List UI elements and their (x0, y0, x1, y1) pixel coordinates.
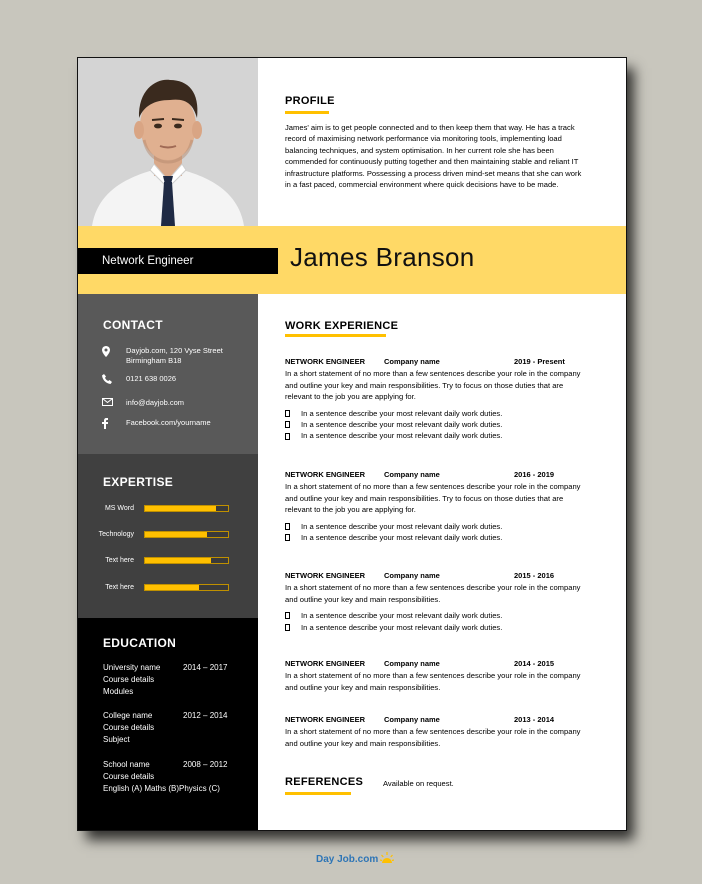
skill-label: Text here (105, 557, 134, 564)
skill-label: MS Word (104, 505, 134, 512)
duty-text: In a sentence describe your most relevant daily work duties. (301, 521, 503, 531)
bullet-icon (285, 421, 290, 428)
facebook-url: Facebook.com/yourname (126, 418, 211, 427)
job-summary: In a short statement of no more than a few sentences describe your role in the company and outline your key and main responsibilities. (285, 727, 581, 748)
phone-icon (102, 374, 126, 384)
bullet-icon (285, 433, 290, 440)
job-entry (285, 714, 585, 749)
company-name: Company name (384, 659, 440, 668)
duty-text: In a sentence describe your most relevant daily work duties. (301, 431, 503, 441)
skill-level-bar (144, 505, 229, 512)
contact-facebook (102, 418, 211, 429)
job-title-label: NETWORK ENGINEER (285, 659, 366, 668)
work-experience-underline (285, 334, 386, 337)
duty-text: In a sentence describe your most relevant daily work duties. (301, 408, 503, 418)
job-title: Network Engineer (78, 248, 278, 274)
cv-page (78, 58, 626, 830)
email-address: info@dayjob.com (126, 398, 185, 407)
skill-level-bar (144, 531, 229, 538)
profile-photo (78, 58, 258, 226)
education-detail: Modules (103, 687, 134, 696)
company-name: Company name (384, 357, 440, 366)
job-entry (285, 570, 585, 633)
work-experience-heading: WORK EXPERIENCE (285, 320, 399, 332)
education-heading: EDUCATION (103, 636, 177, 650)
skill-label: Technology (98, 531, 134, 538)
skill-level-fill (145, 558, 211, 563)
education-item (103, 759, 253, 795)
sun-icon (380, 852, 394, 867)
institution-name: College name (103, 711, 153, 720)
expertise-heading: EXPERTISE (103, 475, 174, 489)
job-dates: 2016 - 2019 (514, 470, 555, 479)
facebook-icon (102, 418, 126, 429)
education-section (78, 618, 258, 830)
institution-name: School name (103, 760, 150, 769)
contact-section (78, 294, 258, 454)
skill-level-bar (144, 584, 229, 591)
references-underline (285, 792, 351, 795)
course-details: Course details (103, 675, 155, 684)
duty-item (285, 622, 585, 633)
duty-item (285, 408, 585, 419)
skill-level-fill (145, 532, 207, 537)
skill-level-fill (145, 585, 199, 590)
bullet-icon (285, 612, 290, 619)
education-detail: English (A) Maths (B)Physics (C) (103, 784, 220, 793)
envelope-icon (102, 398, 126, 406)
job-title-label: NETWORK ENGINEER (285, 357, 366, 366)
job-dates: 2014 - 2015 (514, 659, 555, 668)
phone-number: 0121 638 0026 (126, 374, 177, 383)
references-heading: REFERENCES (285, 776, 364, 788)
job-title-label: NETWORK ENGINEER (285, 715, 366, 724)
bullet-icon (285, 624, 290, 631)
job-summary: In a short statement of no more than a few sentences describe your role in the company and outline your key and main responsibilities. Try to focus on those duties that are relevant to the job you are applying for. (285, 482, 581, 515)
skill-label: Text here (105, 584, 134, 591)
duty-text: In a sentence describe your most relevant daily work duties. (301, 533, 503, 543)
bullet-icon (285, 534, 290, 541)
course-details: Course details (103, 723, 155, 732)
job-title-label: NETWORK ENGINEER (285, 571, 366, 580)
duty-text: In a sentence describe your most relevant daily work duties. (301, 420, 503, 430)
contact-email (102, 398, 184, 408)
location-pin-icon (102, 346, 126, 357)
job-summary: In a short statement of no more than a few sentences describe your role in the company and outline your key and main responsibilities. Try to focus on those duties that are relevant to the job you are applying for. (285, 369, 581, 402)
job-entry (285, 469, 585, 543)
skill-row (78, 531, 258, 538)
education-years: 2012 – 2014 (183, 711, 228, 720)
dayjob-logo (316, 852, 394, 867)
job-entry (285, 658, 585, 693)
job-title-label: NETWORK ENGINEER (285, 470, 366, 479)
duty-text: In a sentence describe your most relevant daily work duties. (301, 622, 503, 632)
course-details: Course details (103, 772, 155, 781)
education-item (103, 710, 253, 746)
profile-underline (285, 111, 329, 114)
job-dates: 2019 - Present (514, 357, 565, 366)
expertise-section (78, 454, 258, 618)
duty-item (285, 419, 585, 430)
job-dates: 2013 - 2014 (514, 715, 555, 724)
duty-item (285, 430, 585, 441)
profile-text: James' aim is to get people connected and to then keep them that way. He has a track record of maximising network performance via monitoring tools, implementing load balancing techniques, and system optimisation. In her current role she has been commended for continuously putting together and then maintaining stable and reliant IT infrastructure platforms. Possessing a process driven mind-set means that she can work in a fast paced, commercial environment where quick decisions have to be made. (285, 123, 582, 190)
education-detail: Subject (103, 735, 130, 744)
duty-item (285, 521, 585, 532)
company-name: Company name (384, 571, 440, 580)
institution-name: University name (103, 663, 161, 672)
education-item (103, 662, 253, 698)
references-text: Available on request. (383, 779, 454, 788)
contact-phone (102, 374, 176, 384)
education-years: 2014 – 2017 (183, 663, 228, 672)
address-line-1: Dayjob.com, 120 Vyse Street (126, 346, 223, 355)
job-summary: In a short statement of no more than a few sentences describe your role in the company and outline your key and main responsibilities. (285, 583, 581, 604)
duty-item (285, 532, 585, 543)
skill-row (78, 557, 258, 564)
candidate-name: James Branson (290, 242, 475, 272)
bullet-icon (285, 410, 290, 417)
duty-list (285, 408, 585, 442)
skill-level-bar (144, 557, 229, 564)
contact-heading: CONTACT (103, 318, 163, 332)
company-name: Company name (384, 470, 440, 479)
job-dates: 2015 - 2016 (514, 571, 555, 580)
address-line-2: Birmingham B18 (126, 356, 182, 365)
skill-level-fill (145, 506, 216, 511)
skill-row (78, 584, 258, 591)
job-entry (285, 356, 585, 442)
job-summary: In a short statement of no more than a few sentences describe your role in the company and outline your key and main responsibilities. (285, 671, 581, 692)
duty-text: In a sentence describe your most relevant daily work duties. (301, 611, 503, 621)
bullet-icon (285, 523, 290, 530)
profile-heading: PROFILE (285, 95, 335, 107)
duty-list (285, 521, 585, 544)
education-years: 2008 – 2012 (183, 760, 228, 769)
duty-list (285, 610, 585, 633)
skill-row (78, 505, 258, 512)
company-name: Company name (384, 715, 440, 724)
duty-item (285, 610, 585, 621)
contact-address (102, 346, 223, 366)
logo-text: Day Job.com (316, 854, 379, 865)
